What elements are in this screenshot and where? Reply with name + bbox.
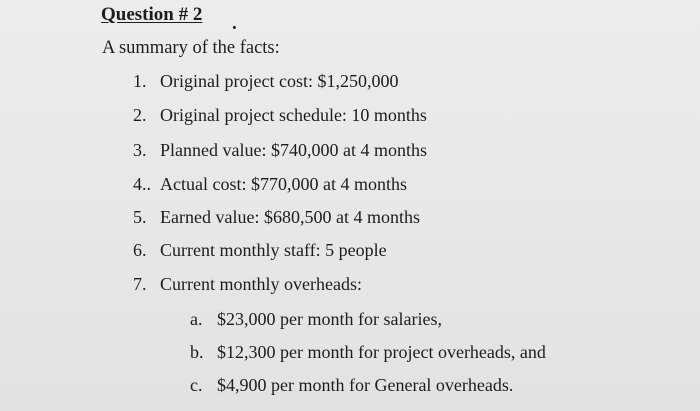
- fact-number: 3.: [133, 140, 147, 160]
- fact-number: 7.: [133, 274, 147, 294]
- fact-number: 6.: [133, 240, 147, 260]
- fact-text: Current monthly staff: 5 people: [160, 240, 387, 260]
- fact-number: 2.: [133, 105, 147, 125]
- summary-intro: A summary of the facts:: [102, 38, 280, 58]
- overhead-letter: a.: [190, 309, 203, 329]
- fact-number: 4..: [133, 174, 151, 194]
- overhead-letter: b.: [190, 342, 204, 362]
- overhead-text: $12,300 per month for project overheads, and: [217, 342, 546, 362]
- overhead-text: $4,900 per month for General overheads.: [217, 375, 514, 395]
- fact-text: Actual cost: $770,000 at 4 months: [160, 174, 407, 194]
- question-title: Question # 2: [101, 4, 203, 25]
- overhead-letter: c.: [190, 375, 203, 395]
- overhead-text: $23,000 per month for salaries,: [217, 309, 442, 329]
- fact-text: Original project schedule: 10 months: [160, 105, 427, 125]
- fact-text: Current monthly overheads:: [160, 274, 362, 294]
- fact-text: Planned value: $740,000 at 4 months: [160, 140, 427, 160]
- fact-text: Earned value: $680,500 at 4 months: [160, 207, 420, 227]
- fact-number: 1.: [133, 71, 147, 91]
- fact-text: Original project cost: $1,250,000: [160, 71, 399, 91]
- stray-mark: .: [232, 13, 237, 34]
- fact-number: 5.: [133, 207, 147, 227]
